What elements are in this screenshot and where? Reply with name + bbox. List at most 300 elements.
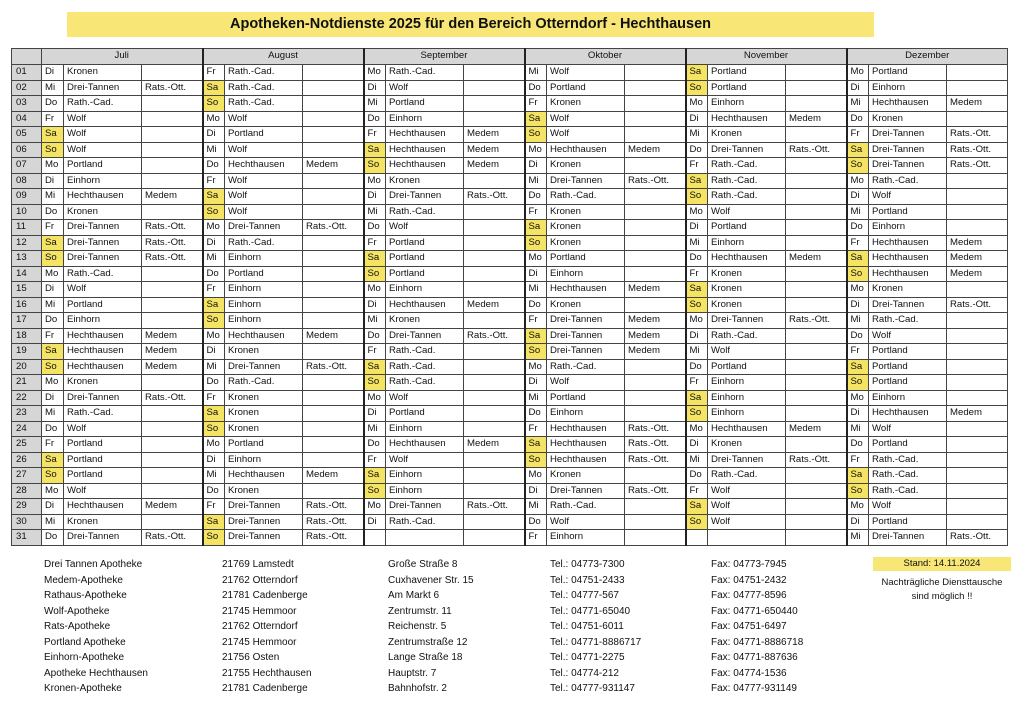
pharmacy-primary-cell: Einhorn (869, 80, 947, 96)
pharmacy-primary-cell: Einhorn (708, 235, 786, 251)
pharmacy-primary-cell: Hechthausen (869, 406, 947, 422)
table-row (12, 297, 1008, 313)
pharmacy-primary-cell: Wolf (869, 499, 947, 515)
pharmacy-fax: Fax: 04777-8596 (711, 590, 787, 601)
weekday-cell: Sa (525, 328, 547, 344)
pharmacy-primary-cell: Einhorn (225, 282, 303, 298)
pharmacy-secondary-cell (303, 235, 364, 251)
weekday-cell: Do (686, 359, 708, 375)
pharmacy-primary-cell: Portland (64, 468, 142, 484)
weekday-cell: Do (42, 96, 64, 112)
weekday-cell: Di (42, 65, 64, 81)
pharmacy-primary-cell: Wolf (547, 127, 625, 143)
weekday-cell: Mo (203, 328, 225, 344)
pharmacy-secondary-cell (303, 297, 364, 313)
pharmacy-secondary-cell (947, 452, 1008, 468)
pharmacy-primary-cell: Drei-Tannen (708, 313, 786, 329)
pharmacy-secondary-cell (947, 499, 1008, 515)
pharmacy-secondary-cell (625, 468, 686, 484)
weekday-cell: Di (364, 189, 386, 205)
weekday-cell: So (525, 344, 547, 360)
table-row (12, 173, 1008, 189)
weekday-cell: Fr (203, 499, 225, 515)
pharmacy-primary-cell: Hechthausen (386, 297, 464, 313)
pharmacy-primary-cell: Drei-Tannen (386, 189, 464, 205)
pharmacy-primary-cell: Wolf (386, 452, 464, 468)
pharmacy-secondary-cell: Medem (786, 111, 847, 127)
pharmacy-secondary-cell (464, 111, 525, 127)
weekday-cell: So (686, 189, 708, 205)
pharmacy-secondary-cell (947, 313, 1008, 329)
weekday-cell: Di (847, 406, 869, 422)
pharmacy-primary-cell: Drei-Tannen (64, 390, 142, 406)
weekday-cell: Fr (686, 375, 708, 391)
pharmacy-primary-cell: Einhorn (547, 266, 625, 282)
day-number: 28 (12, 483, 42, 499)
pharmacy-primary-cell: Einhorn (708, 96, 786, 112)
weekday-cell (364, 530, 386, 546)
pharmacy-secondary-cell (303, 266, 364, 282)
pharmacy-secondary-cell: Medem (947, 266, 1008, 282)
pharmacy-secondary-cell (786, 359, 847, 375)
day-number: 31 (12, 530, 42, 546)
pharmacy-street: Cuxhavener Str. 15 (388, 574, 474, 586)
pharmacy-fax: Fax: 04777-931149 (711, 683, 797, 694)
weekday-cell: So (364, 158, 386, 174)
weekday-cell: Mi (847, 530, 869, 546)
pharmacy-street: Zentrumstraße 12 (388, 636, 468, 648)
pharmacy-primary-cell: Rath.-Cad. (869, 452, 947, 468)
weekday-cell: So (525, 127, 547, 143)
pharmacy-secondary-cell: Rats.-Ott. (142, 251, 203, 267)
pharmacy-secondary-cell (142, 282, 203, 298)
weekday-cell: So (686, 80, 708, 96)
pharmacy-primary-cell: Einhorn (869, 390, 947, 406)
pharmacy-secondary-cell (786, 282, 847, 298)
pharmacy-secondary-cell: Medem (625, 313, 686, 329)
day-number: 05 (12, 127, 42, 143)
day-number: 29 (12, 499, 42, 515)
month-header-august: August (203, 49, 364, 65)
weekday-cell: Fr (42, 328, 64, 344)
pharmacy-secondary-cell: Medem (625, 282, 686, 298)
day-number: 24 (12, 421, 42, 437)
weekday-cell: Fr (686, 158, 708, 174)
pharmacy-secondary-cell (303, 375, 364, 391)
pharmacy-secondary-cell: Rats.-Ott. (303, 220, 364, 236)
month-header-oktober: Oktober (525, 49, 686, 65)
pharmacy-primary-cell: Drei-Tannen (225, 220, 303, 236)
pharmacy-primary-cell: Rath.-Cad. (869, 483, 947, 499)
weekday-cell: Fr (42, 437, 64, 453)
pharmacy-primary-cell: Wolf (708, 204, 786, 220)
weekday-cell: Fr (203, 282, 225, 298)
pharmacy-city: 21745 Hemmoor (222, 605, 297, 617)
pharmacy-secondary-cell (464, 483, 525, 499)
pharmacy-secondary-cell: Rats.-Ott. (303, 499, 364, 515)
pharmacy-primary-cell: Kronen (225, 406, 303, 422)
weekday-cell: Di (525, 158, 547, 174)
pharmacy-secondary-cell: Medem (464, 297, 525, 313)
pharmacy-secondary-cell (947, 328, 1008, 344)
pharmacy-secondary-cell: Medem (625, 142, 686, 158)
pharmacy-primary-cell: Wolf (225, 204, 303, 220)
pharmacy-primary-cell: Einhorn (547, 530, 625, 546)
pharmacy-tel: Tel.: 04771-65040 (550, 605, 631, 617)
pharmacy-primary-cell: Kronen (225, 483, 303, 499)
weekday-cell: Mi (686, 452, 708, 468)
pharmacy-secondary-cell (625, 251, 686, 267)
weekday-cell: So (364, 266, 386, 282)
weekday-cell: Mo (364, 499, 386, 515)
table-row (12, 220, 1008, 236)
table-row (12, 452, 1008, 468)
pharmacy-primary-cell: Kronen (547, 158, 625, 174)
table-row (12, 390, 1008, 406)
pharmacy-primary-cell: Drei-Tannen (869, 530, 947, 546)
pharmacy-primary-cell: Portland (386, 266, 464, 282)
pharmacy-secondary-cell (142, 313, 203, 329)
weekday-cell: So (847, 266, 869, 282)
weekday-cell: So (203, 96, 225, 112)
pharmacy-primary-cell: Drei-Tannen (64, 80, 142, 96)
pharmacy-secondary-cell (786, 235, 847, 251)
pharmacy-primary-cell: Drei-Tannen (547, 328, 625, 344)
day-number: 09 (12, 189, 42, 205)
weekday-cell: Do (686, 142, 708, 158)
weekday-cell: Di (364, 406, 386, 422)
pharmacy-secondary-cell: Medem (464, 158, 525, 174)
pharmacy-primary-cell: Einhorn (386, 468, 464, 484)
pharmacy-secondary-cell (947, 111, 1008, 127)
pharmacy-secondary-cell (947, 483, 1008, 499)
weekday-cell: Fr (525, 204, 547, 220)
weekday-cell: Mo (42, 158, 64, 174)
day-number: 27 (12, 468, 42, 484)
pharmacy-primary-cell: Wolf (386, 390, 464, 406)
pharmacy-primary-cell: Kronen (547, 204, 625, 220)
pharmacy-primary-cell: Kronen (225, 344, 303, 360)
weekday-cell: Di (203, 452, 225, 468)
pharmacy-primary-cell: Rath.-Cad. (64, 96, 142, 112)
pharmacy-secondary-cell: Rats.-Ott. (625, 421, 686, 437)
weekday-cell: Fr (847, 344, 869, 360)
table-row (12, 530, 1008, 546)
weekday-cell: Sa (364, 359, 386, 375)
pharmacy-primary-cell: Rath.-Cad. (869, 173, 947, 189)
pharmacy-primary-cell: Wolf (547, 65, 625, 81)
pharmacy-street: Lange Straße 18 (388, 652, 463, 663)
pharmacy-primary-cell: Hechthausen (708, 421, 786, 437)
weekday-cell: So (847, 375, 869, 391)
pharmacy-primary-cell: Hechthausen (225, 328, 303, 344)
weekday-cell: Mi (364, 204, 386, 220)
pharmacy-secondary-cell: Rats.-Ott. (142, 80, 203, 96)
pharmacy-secondary-cell (625, 80, 686, 96)
weekday-cell: Sa (364, 468, 386, 484)
pharmacy-secondary-cell (786, 173, 847, 189)
table-row (12, 127, 1008, 143)
weekday-cell: Fr (42, 220, 64, 236)
pharmacy-secondary-cell (786, 375, 847, 391)
weekday-cell: Mo (203, 220, 225, 236)
pharmacy-primary-cell: Hechthausen (386, 142, 464, 158)
pharmacy-primary-cell: Portland (386, 251, 464, 267)
weekday-cell: So (203, 421, 225, 437)
pharmacy-primary-cell: Rath.-Cad. (386, 344, 464, 360)
pharmacy-primary-cell: Hechthausen (64, 344, 142, 360)
pharmacy-secondary-cell (303, 142, 364, 158)
pharmacy-city: 21781 Cadenberge (222, 590, 308, 601)
pharmacy-secondary-cell (303, 483, 364, 499)
pharmacy-primary-cell: Wolf (547, 111, 625, 127)
pharmacy-secondary-cell: Rats.-Ott. (947, 530, 1008, 546)
pharmacy-secondary-cell (625, 111, 686, 127)
pharmacy-secondary-cell: Rats.-Ott. (786, 452, 847, 468)
pharmacy-primary-cell: Rath.-Cad. (547, 499, 625, 515)
weekday-cell: Mo (686, 204, 708, 220)
weekday-cell: Fr (203, 173, 225, 189)
pharmacy-primary-cell: Hechthausen (547, 437, 625, 453)
pharmacy-secondary-cell: Rats.-Ott. (303, 514, 364, 530)
pharmacy-secondary-cell (464, 282, 525, 298)
pharmacy-secondary-cell (947, 220, 1008, 236)
pharmacy-primary-cell: Drei-Tannen (225, 359, 303, 375)
pharmacy-primary-cell: Drei-Tannen (225, 499, 303, 515)
pharmacy-secondary-cell: Rats.-Ott. (464, 328, 525, 344)
pharmacy-primary-cell: Kronen (869, 282, 947, 298)
day-number: 01 (12, 65, 42, 81)
pharmacy-secondary-cell (303, 344, 364, 360)
duty-calendar-table (11, 48, 1008, 546)
weekday-cell: Di (203, 127, 225, 143)
pharmacy-secondary-cell (786, 390, 847, 406)
pharmacy-primary-cell: Kronen (708, 127, 786, 143)
table-row (12, 514, 1008, 530)
day-number: 06 (12, 142, 42, 158)
weekday-cell: So (847, 158, 869, 174)
weekday-cell: Di (525, 375, 547, 391)
pharmacy-primary-cell: Kronen (547, 297, 625, 313)
weekday-cell: Mi (42, 406, 64, 422)
pharmacy-secondary-cell (464, 530, 525, 546)
weekday-cell: Mi (525, 390, 547, 406)
weekday-cell: Fr (364, 452, 386, 468)
pharmacy-secondary-cell (947, 437, 1008, 453)
pharmacy-secondary-cell: Medem (142, 499, 203, 515)
pharmacy-primary-cell: Drei-Tannen (225, 530, 303, 546)
pharmacy-primary-cell: Rath.-Cad. (869, 313, 947, 329)
pharmacy-primary-cell: Einhorn (708, 406, 786, 422)
day-number: 10 (12, 204, 42, 220)
day-number: 25 (12, 437, 42, 453)
pharmacy-secondary-cell: Medem (303, 158, 364, 174)
weekday-cell: Mo (686, 96, 708, 112)
pharmacy-city: 21762 Otterndorf (222, 621, 298, 632)
pharmacy-secondary-cell (786, 514, 847, 530)
pharmacy-secondary-cell (625, 359, 686, 375)
weekday-cell: So (364, 483, 386, 499)
pharmacy-secondary-cell (625, 530, 686, 546)
pharmacy-primary-cell: Einhorn (386, 421, 464, 437)
pharmacy-primary-cell: Wolf (386, 80, 464, 96)
pharmacy-primary-cell: Einhorn (64, 173, 142, 189)
pharmacy-primary-cell: Portland (64, 297, 142, 313)
pharmacy-secondary-cell (947, 514, 1008, 530)
weekday-cell: Mi (525, 499, 547, 515)
pharmacy-primary-cell: Wolf (225, 189, 303, 205)
month-header-row (12, 49, 1008, 65)
pharmacy-secondary-cell (464, 173, 525, 189)
weekday-cell: Di (847, 189, 869, 205)
pharmacy-primary-cell: Hechthausen (386, 437, 464, 453)
pharmacy-secondary-cell (464, 421, 525, 437)
month-header-september: September (364, 49, 525, 65)
pharmacy-city: 21756 Osten (222, 652, 280, 663)
weekday-cell: Mi (525, 65, 547, 81)
table-row (12, 204, 1008, 220)
pharmacy-secondary-cell (303, 65, 364, 81)
pharmacy-primary-cell: Wolf (225, 111, 303, 127)
pharmacy-street: Reichenstr. 5 (388, 621, 447, 632)
weekday-cell: Mo (525, 142, 547, 158)
weekday-cell: Fr (364, 127, 386, 143)
pharmacy-secondary-cell: Rats.-Ott. (303, 359, 364, 375)
weekday-cell: Do (686, 251, 708, 267)
weekday-cell: Do (42, 204, 64, 220)
weekday-cell: Do (847, 220, 869, 236)
pharmacy-primary-cell: Kronen (64, 204, 142, 220)
pharmacy-primary-cell: Portland (547, 80, 625, 96)
pharmacy-secondary-cell (464, 251, 525, 267)
pharmacy-primary-cell: Hechthausen (64, 359, 142, 375)
weekday-cell: Do (42, 530, 64, 546)
pharmacy-secondary-cell (464, 235, 525, 251)
pharmacy-primary-cell: Hechthausen (64, 189, 142, 205)
page-title: Apotheken-Notdienste 2025 für den Bereich Otterndorf - Hechthausen (67, 12, 874, 37)
pharmacy-secondary-cell (464, 65, 525, 81)
weekday-cell: Mi (42, 80, 64, 96)
pharmacy-primary-cell: Rath.-Cad. (64, 406, 142, 422)
pharmacy-secondary-cell: Rats.-Ott. (947, 297, 1008, 313)
pharmacy-secondary-cell (303, 96, 364, 112)
weekday-cell: Fr (203, 65, 225, 81)
weekday-cell: Do (525, 297, 547, 313)
pharmacy-secondary-cell: Rats.-Ott. (464, 189, 525, 205)
pharmacy-primary-cell: Hechthausen (225, 158, 303, 174)
weekday-cell: Mi (364, 313, 386, 329)
pharmacy-primary-cell: Wolf (547, 375, 625, 391)
pharmacy-primary-cell: Drei-Tannen (547, 313, 625, 329)
weekday-cell: Fr (525, 530, 547, 546)
day-number: 14 (12, 266, 42, 282)
weekday-cell: Sa (42, 127, 64, 143)
notice-line-1: Nachträgliche Diensttausche (881, 577, 1003, 588)
pharmacy-primary-cell: Kronen (869, 111, 947, 127)
table-row (12, 266, 1008, 282)
pharmacy-primary-cell: Kronen (708, 266, 786, 282)
pharmacy-secondary-cell: Rats.-Ott. (947, 127, 1008, 143)
pharmacy-name: Rathaus-Apotheke (44, 590, 127, 601)
weekday-cell: Fr (525, 313, 547, 329)
pharmacy-primary-cell: Drei-Tannen (64, 251, 142, 267)
pharmacy-secondary-cell (303, 80, 364, 96)
pharmacy-secondary-cell: Medem (786, 251, 847, 267)
weekday-cell: Mi (203, 251, 225, 267)
day-number: 22 (12, 390, 42, 406)
pharmacy-secondary-cell (142, 514, 203, 530)
weekday-cell: Di (525, 483, 547, 499)
pharmacy-primary-cell: Kronen (386, 173, 464, 189)
weekday-cell: Di (847, 514, 869, 530)
table-row (12, 313, 1008, 329)
pharmacy-primary-cell: Einhorn (225, 313, 303, 329)
pharmacy-primary-cell: Drei-Tannen (869, 297, 947, 313)
pharmacy-street: Hauptstr. 7 (388, 667, 437, 679)
pharmacy-secondary-cell (625, 390, 686, 406)
pharmacy-fax: Fax: 04751-6497 (711, 621, 787, 632)
weekday-cell: Do (364, 328, 386, 344)
pharmacy-secondary-cell (786, 530, 847, 546)
pharmacy-primary-cell: Einhorn (64, 313, 142, 329)
weekday-cell: Do (525, 514, 547, 530)
pharmacy-primary-cell: Portland (386, 235, 464, 251)
pharmacy-secondary-cell (786, 96, 847, 112)
day-number: 07 (12, 158, 42, 174)
pharmacy-secondary-cell: Medem (464, 142, 525, 158)
pharmacy-secondary-cell (625, 375, 686, 391)
weekday-cell: Do (364, 220, 386, 236)
weekday-cell: So (42, 251, 64, 267)
pharmacy-secondary-cell (303, 127, 364, 143)
pharmacy-primary-cell: Hechthausen (386, 158, 464, 174)
pharmacy-secondary-cell (625, 96, 686, 112)
pharmacy-secondary-cell: Rats.-Ott. (142, 220, 203, 236)
pharmacy-primary-cell: Wolf (225, 142, 303, 158)
pharmacy-primary-cell: Wolf (869, 328, 947, 344)
pharmacy-primary-cell: Einhorn (386, 483, 464, 499)
pharmacy-secondary-cell (303, 390, 364, 406)
weekday-cell: Mi (686, 127, 708, 143)
pharmacy-primary-cell: Portland (386, 406, 464, 422)
pharmacy-secondary-cell: Rats.-Ott. (142, 235, 203, 251)
pharmacy-city: 21745 Hemmoor (222, 636, 297, 648)
weekday-cell: Fr (525, 96, 547, 112)
pharmacy-primary-cell: Einhorn (708, 375, 786, 391)
pharmacy-primary-cell: Einhorn (225, 251, 303, 267)
pharmacy-secondary-cell (947, 375, 1008, 391)
pharmacy-secondary-cell (464, 266, 525, 282)
weekday-cell: So (203, 530, 225, 546)
pharmacy-primary-cell: Kronen (547, 468, 625, 484)
stand-date: Stand: 14.11.2024 (873, 557, 1011, 571)
weekday-cell: Fr (686, 266, 708, 282)
table-row (12, 375, 1008, 391)
pharmacy-secondary-cell (303, 437, 364, 453)
pharmacy-primary-cell: Hechthausen (225, 468, 303, 484)
pharmacy-secondary-cell (625, 127, 686, 143)
pharmacy-primary-cell: Drei-Tannen (64, 235, 142, 251)
pharmacy-primary-cell: Wolf (708, 344, 786, 360)
pharmacy-street: Bahnhofstr. 2 (388, 683, 447, 694)
table-row (12, 421, 1008, 437)
pharmacy-fax: Fax: 04751-2432 (711, 574, 787, 586)
pharmacy-name: Apotheke Hechthausen (44, 667, 148, 679)
day-number: 08 (12, 173, 42, 189)
pharmacy-secondary-cell (464, 375, 525, 391)
weekday-cell: Di (364, 514, 386, 530)
pharmacy-secondary-cell (625, 189, 686, 205)
